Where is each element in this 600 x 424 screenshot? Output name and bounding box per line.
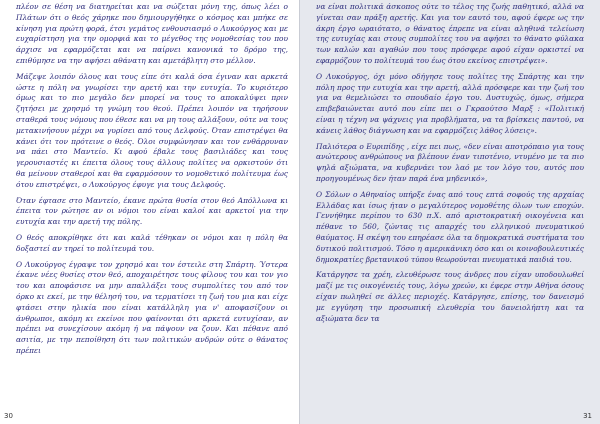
paragraph: Όταν έφτασε στο Μαντείο, έκανε πρώτα θυσία στον θεό Απόλλωνα κι έπειτα τον ρώτησε αν οι νόμοι του είναι καλοί και αρκετοί για την ευτυχία και την αρετή της πόλης. (16, 195, 288, 227)
paragraph: πλέον σε θέση να διατηρείται και να σώζεται μόνη της, όπως λέει ο Πλάτων ότι ο θεός χάρηκε που δημιουργήθηκε ο κόσμος και μπήκε σε κίνηση για πρώτη φορά, έτσι γεμάτος ενθουσιασμό ο Λυκούργος και με ευχαρίστηση για την ομορφιά και το μέγεθος της νομοθεσίας του που άρχισε να εφαρμόζεται και να παίρνει κανονικά το δρόμο της, επιθύμησε να την αφήσει αθάνατη και αμετάβλητη στο μέλλον. (16, 2, 288, 65)
left-page-text (16, 2, 288, 362)
paragraph: Ο Σόλων ο Αθηναίος υπήρξε ένας από τους επτά σοφούς της αρχαίας Ελλάδας και ίσως ήταν ο μεγαλύτερος νομοθέτης όλων των εποχών. Γεννήθηκε περίπου το 630 π.Χ. από αριστοκρατική οικογένεια και πέθανε το 560, ζώντας τις απαρχές του ελληνικού πνευματικού θαύματος. Η σκέψη του επηρέασε όλα τα δημοκρατικά συστήματα του δυτικού πολιτισμού. Τόσο η αμερικάνικη όσο και οι κοινοβουλευτικές δημοκρατίες βρετανικού τύπου θεωρούνται πνευματικά παιδιά του. (316, 189, 584, 264)
paragraph: να είναι πολιτικά άσκοπος ούτε το τέλος της ζωής παθητικό, αλλά να γίνεται σαν πράξη αρετής. Και για τον εαυτό του, αφού έφερε ως την άκρη έργο ωραιότατο, ο θάνατος έπρεπε να είναι αληθινά τελείωση της ευτυχίας και στους συμπολίτες του να αφήσει το θάνατο φύλακα των καλών και αγαθών που τους πρόσφερε αφού είχαν ορκιστεί να εφαρμόζουν το πολίτευμά του έως ότου εκείνος επιστρέψει». (316, 2, 584, 65)
paragraph: Κατάργησε τα χρέη, ελευθέρωσε τους άνδρες που είχαν υποδουλωθεί μαζί με τις οικογένειές τους, λόγω χρεών, κι έφερε στην Αθήνα όσους είχαν πωληθεί σε άλλες περιοχές. Κατάργησε, επίσης, τον δανεισμό με εγγύηση την προσωπική ελευθερία του δανειολήπτη και τα αξιώματα δεν τα (316, 270, 584, 323)
paragraph: Ο Λυκούργος έγραψε τον χρησμό και τον έστειλε στη Σπάρτη. Ύστερα έκανε νέες θυσίες στον θεό, αποχαιρέτησε τους φίλους του και τον γιο του και αποφάσισε να μην απαλλάξει τους συμπολίτες του από τον όρκο κι εκεί, με την θέλησή του, να τερματίσει τη ζωή του μια και είχε φτάσει στην ηλικία που είναι κατάλληλη για ν' αποφασίζουν οι άνθρωποι, ακόμη κι εκείνοι που φαίνονται ότι αρκετά ευτυχίσαν, αν πρέπει να συνεχίσουν ακόμη ή να πάψουν να ζουν. Και πέθανε από ασιτία, με την πεποίθηση ότι των πολιτικών ανδρών ούτε ο θάνατος πρέπει (16, 259, 288, 355)
page-number-left: 30 (4, 412, 13, 420)
right-page (300, 0, 600, 424)
paragraph: Ο θεός αποκρίθηκε ότι και καλά τέθηκαν οι νόμοι και η πόλη θα δοξαστεί αν τηρεί το πολίτευμά του. (16, 232, 288, 253)
paragraph: Ο Λυκούργος, όχι μόνο οδήγησε τους πολίτες της Σπάρτης και την πόλη προς την ευτυχία και την αρετή, αλλά πρόσφερε και την ζωή του για να θεμελιώσει το σπουδαίο έργο του. Δυστυχώς, όμως, σήμερα επιβεβαιώνεται αυτό που είπε πει ο Γκραούτσο Μαρξ : «Πολιτική είναι η τέχνη να ψάχνεις για προβλήματα, να τα βρίσκεις παντού, να κάνεις λάθος διάγνωση και να εφαρμόζεις λάθος λύσεις». (316, 71, 584, 135)
paragraph: Μάζεψε λοιπόν όλους και τους είπε ότι καλά όσα έγιναν και αρκετά ώστε η πόλη να γνωρίσει την αρετή και την ευτυχία. Το κυριότερο όμως και το πιο μεγάλο δεν μπορεί να τους το αποκαλύψει πριν ζητήσει με χρησμό τη γνώμη του θεού. Πρέπει λοιπόν να τηρήσουν σταθερά τους νόμους που έθεσε και να μη τους αλλάξουν, ούτε να τους μετακινήσουν μέχρι να γυρίσει από τους Δελφούς. Όταν επιστρέψει θα κάνει ότι τον πρότεινε ο θεός. Όλοι συμφώνησαν και τον ενθάρρυναν να πάει στο Μαντείο. Κι αφού έβαλε τους βασιλιάδες και τους γερουσιαστές κι έπειτα όλους τους άλλους πολίτες να ορκιστούν ότι θα μείνουν σταθεροί και θα εφαρμόσουν το νομοθετικό πολίτευμα έως ότου επιστρέψει, ο Λυκούργος έφυγε για τους Δελφούς. (16, 71, 288, 189)
paragraph: Παλιότερα ο Ευριπίδης , είχε πει πως, «δεν είναι αποτρόπαιο για τους ανώτερους ανθρώπους να βλέπουν έναν τιποτένιο, ντυμένο με τα πιο ψηλά αξιώματα, να κυβερνάει τον λαό με τον λόγο του, αυτός που προηγουμένως δεν ήταν παρά ένα μηδενικό», (316, 141, 584, 183)
page-number-right: 31 (583, 412, 592, 420)
right-page-text (316, 2, 584, 329)
